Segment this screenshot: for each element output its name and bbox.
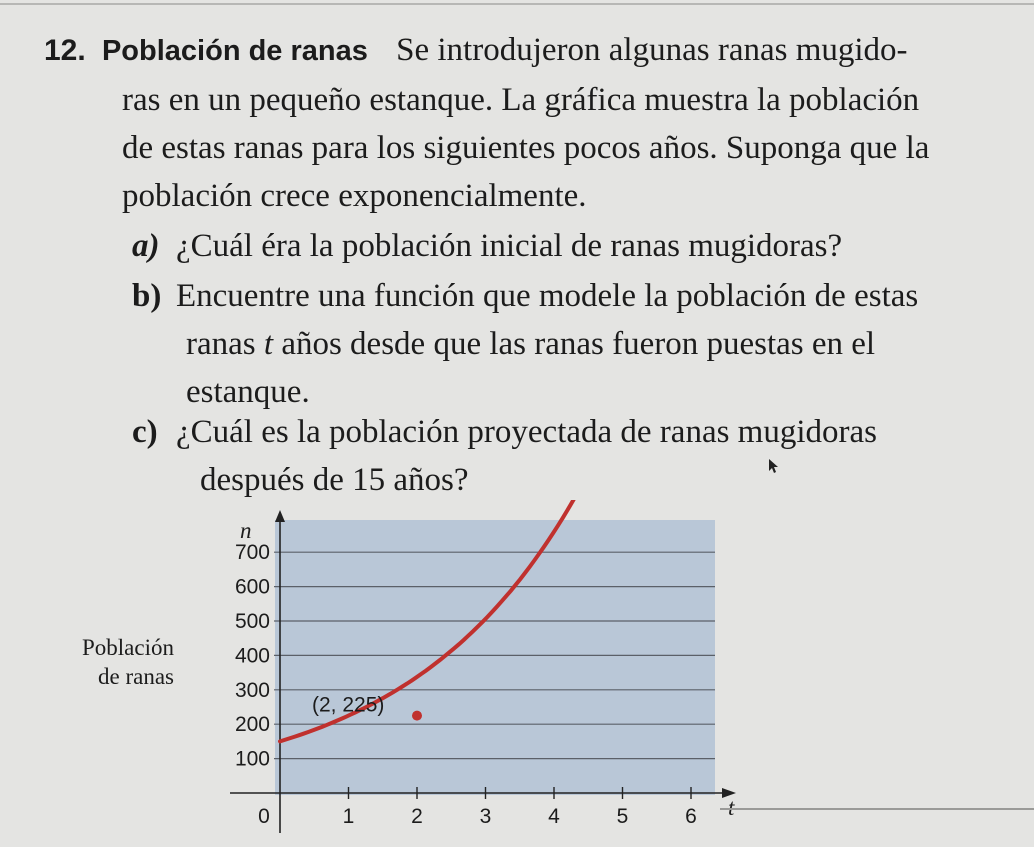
- mouse-cursor-icon: [768, 458, 780, 474]
- question-c-line-1: ¿Cuál es la población proyectada de ranas mugidoras: [176, 414, 877, 450]
- question-b-line-2: ranas t años desde que las ranas fueron puestas en el: [186, 326, 876, 362]
- x-tick-label-3: 3: [479, 805, 492, 828]
- intro-line-1: Se introdujeron algunas ranas mugido-: [396, 32, 908, 68]
- question-a-label: a): [132, 228, 160, 264]
- y-axis-side-label-line-2: de ranas: [98, 664, 174, 689]
- y-axis-label-n: n: [240, 518, 252, 543]
- y-tick-label-600: 600: [234, 575, 270, 599]
- intro-line-4: población crece exponencialmente.: [122, 178, 587, 214]
- variable-t: t: [263, 326, 274, 362]
- y-ticks: [235, 541, 270, 770]
- y-tick-label-200: 200: [234, 713, 270, 737]
- question-a-text: ¿Cuál éra la población inicial de ranas mugidoras?: [176, 228, 843, 264]
- intro-line-2: ras en un pequeño estanque. La gráfica muestra la población: [122, 82, 920, 118]
- x-tick-label-6: 6: [685, 805, 697, 828]
- problem-number: 12.: [44, 34, 86, 67]
- question-c-label: c): [132, 414, 158, 450]
- problem-header: [44, 30, 908, 71]
- plot-area: [275, 520, 715, 795]
- x-tick-label-4: 4: [548, 805, 560, 828]
- question-b-line-3: estanque.: [186, 374, 310, 410]
- chart-svg: [0, 500, 1034, 847]
- top-rule: [0, 3, 1034, 5]
- question-a: [132, 226, 842, 266]
- x-tick-label-2: 2: [411, 805, 423, 828]
- x-tick-label-5: 5: [616, 805, 629, 828]
- y-tick-label-700: 700: [234, 541, 270, 565]
- y-tick-label-300: 300: [234, 678, 270, 702]
- y-axis-side-label-line-1: Población: [82, 635, 174, 660]
- y-tick-label-500: 500: [234, 610, 270, 633]
- y-tick-label-400: 400: [234, 644, 270, 668]
- data-point-2-225: [412, 711, 422, 721]
- point-label: (2, 225): [312, 693, 385, 717]
- x-tick-label-0: 0: [258, 805, 270, 828]
- intro-line-3: de estas ranas para los siguientes pocos años. Suponga que la: [122, 130, 930, 166]
- question-c: [132, 412, 877, 452]
- y-tick-label-100: 100: [234, 747, 270, 771]
- question-c-line-2: después de 15 años?: [200, 462, 469, 498]
- question-b: [132, 276, 918, 316]
- question-b-line-1: Encuentre una función que modele la población de estas: [176, 278, 919, 314]
- question-b-label: b): [132, 278, 162, 314]
- bottom-rule: [720, 808, 1034, 810]
- x-tick-label-1: 1: [342, 805, 355, 828]
- population-chart: [0, 500, 1034, 847]
- problem-title: Población de ranas: [101, 35, 368, 67]
- y-axis-arrow: [275, 510, 285, 522]
